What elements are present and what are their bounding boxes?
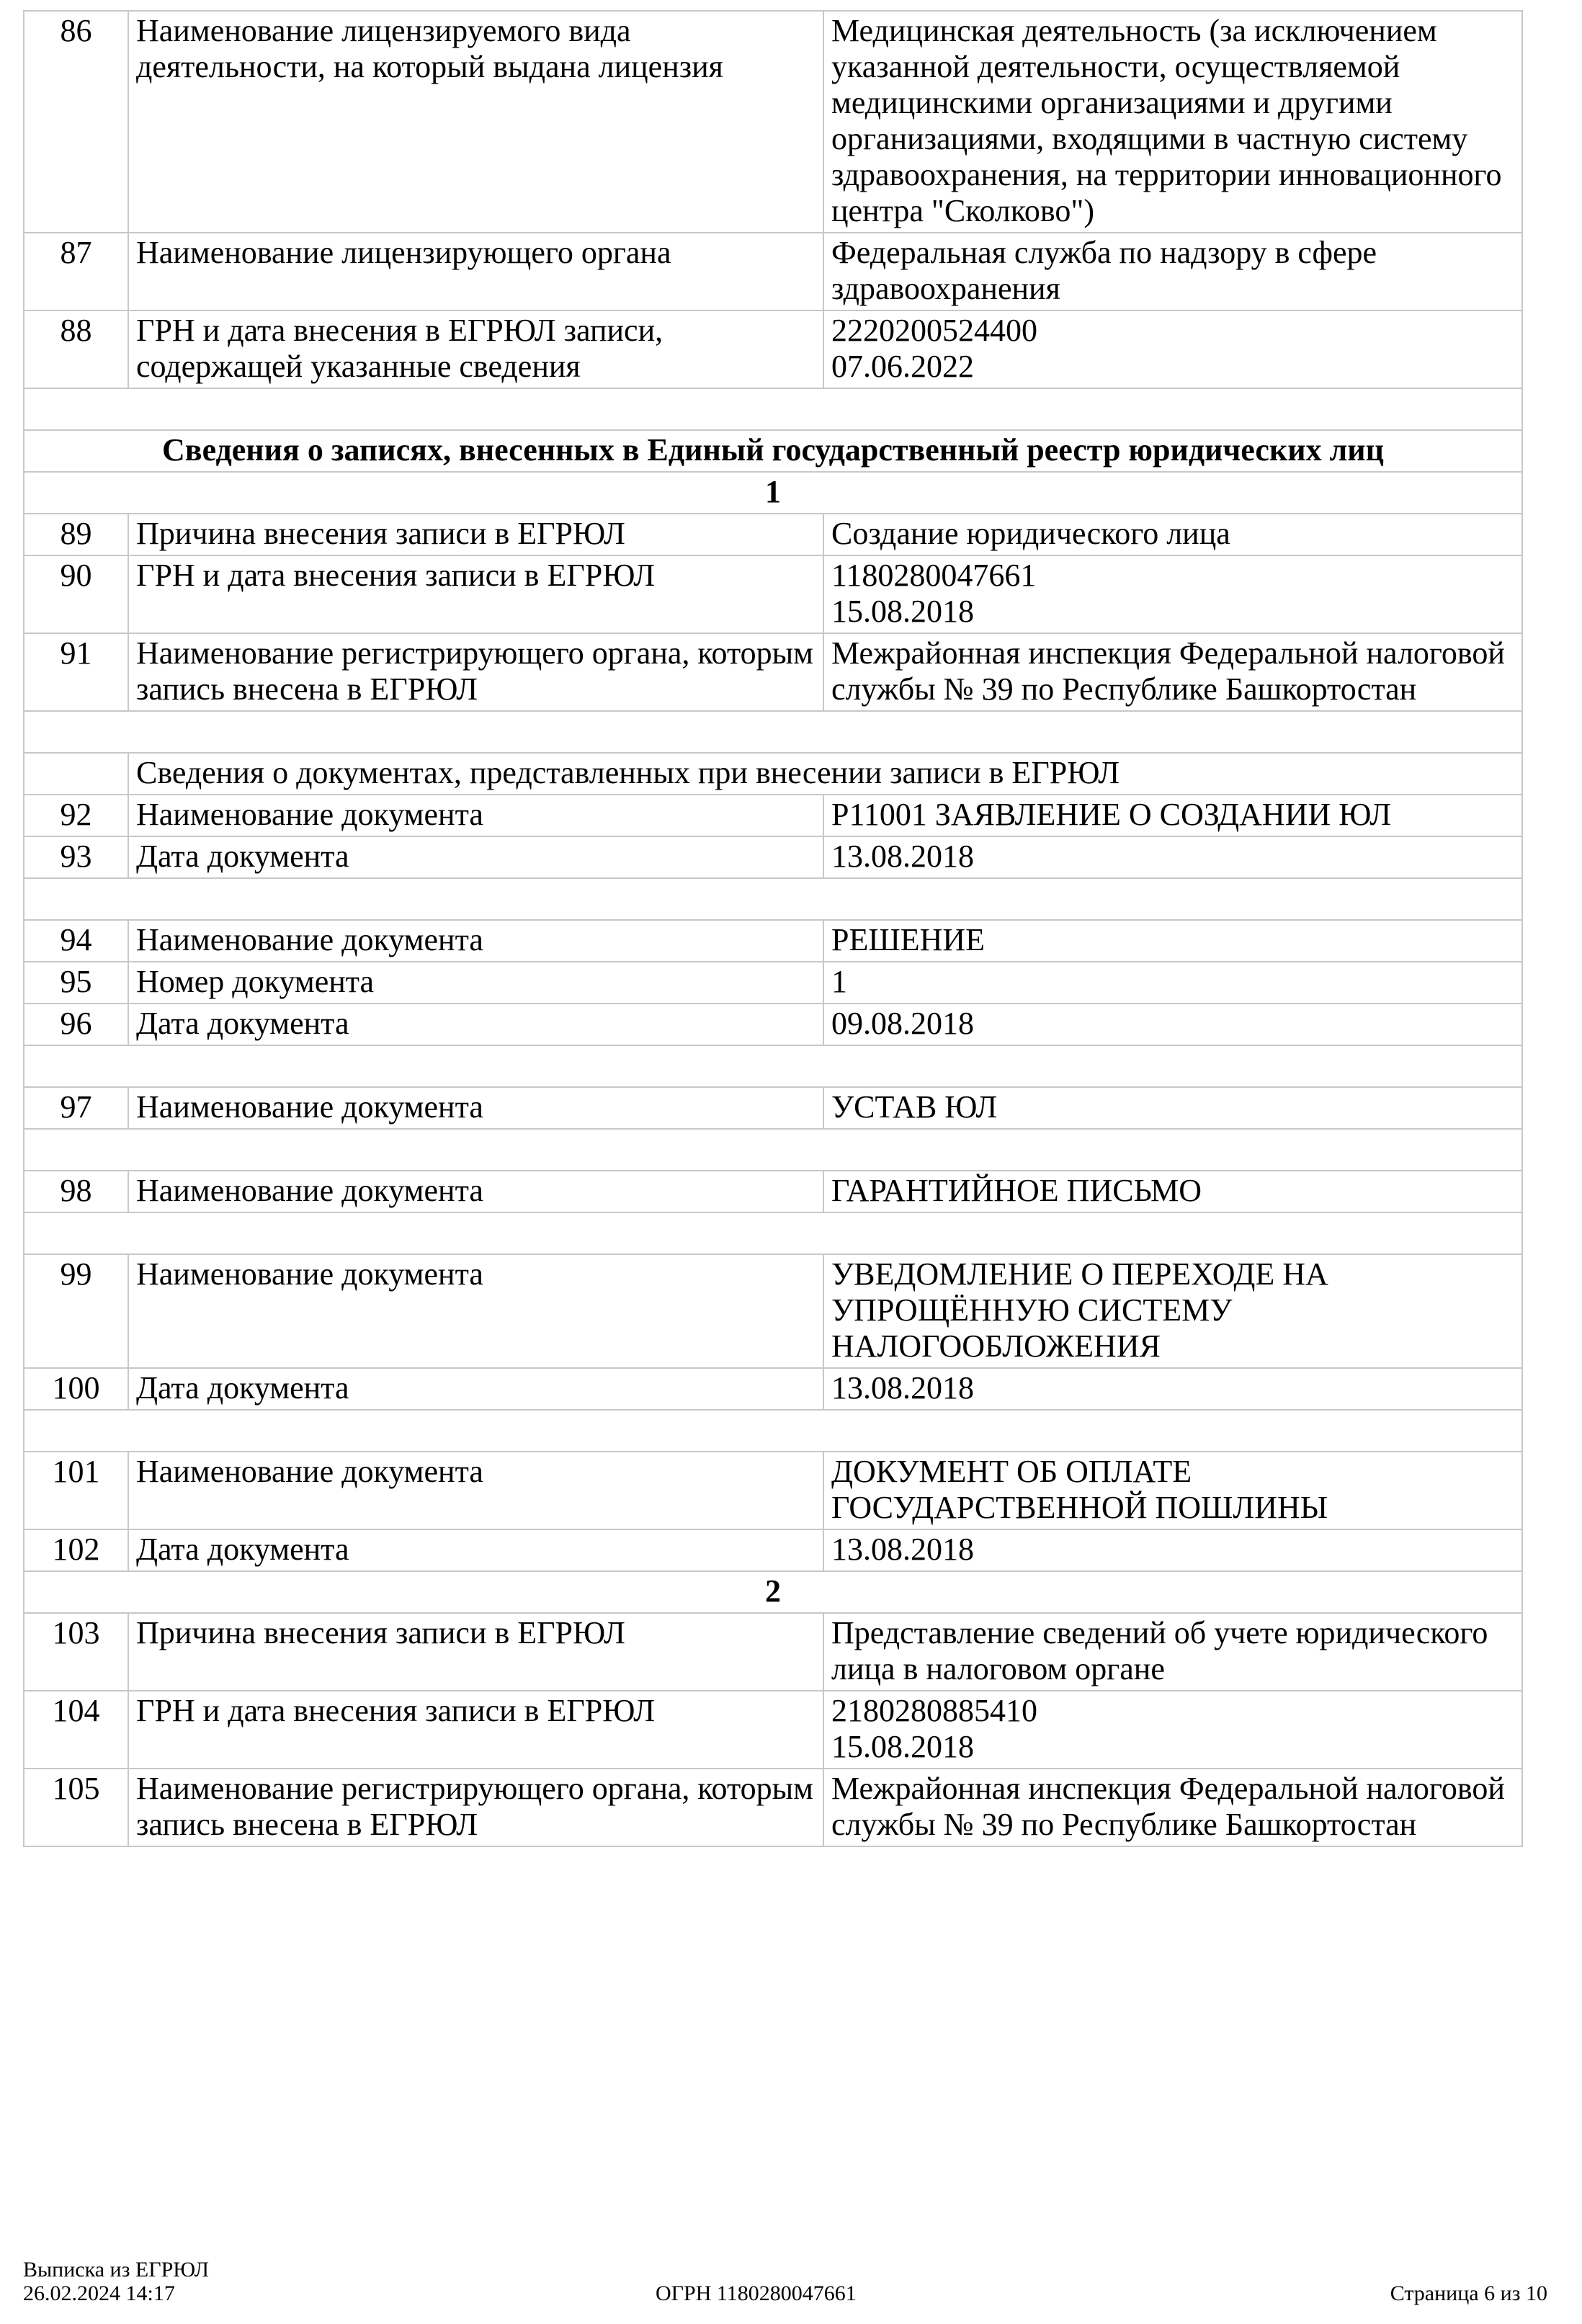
row-label: Наименование лицензируемого вида деятельности, на который выдана лицензия bbox=[128, 11, 823, 233]
row-label: Наименование документа bbox=[128, 795, 823, 836]
row-label: Наименование регистрирующего органа, которым запись внесена в ЕГРЮЛ bbox=[128, 633, 823, 711]
footer-datetime: 26.02.2024 14:17 bbox=[23, 2281, 175, 2305]
row-number: 86 bbox=[24, 11, 128, 233]
row-number: 90 bbox=[24, 555, 128, 633]
row-number: 89 bbox=[24, 514, 128, 555]
row-label: Наименование лицензирующего органа bbox=[128, 233, 823, 310]
row-value: Федеральная служба по надзору в сфере здравоохранения bbox=[823, 233, 1522, 310]
table-row bbox=[24, 962, 1522, 1004]
egrul-extract-table bbox=[23, 10, 1523, 1847]
table-row bbox=[24, 11, 1522, 233]
record-number: 2 bbox=[24, 1571, 1522, 1613]
row-label: Дата документа bbox=[128, 836, 823, 878]
spacer-row bbox=[24, 1212, 1522, 1254]
row-number: 98 bbox=[24, 1171, 128, 1212]
spacer-row bbox=[24, 388, 1522, 430]
section-title: Сведения о записях, внесенных в Единый государственный реестр юридических лиц bbox=[24, 430, 1522, 472]
subheading-row bbox=[24, 753, 1522, 795]
docs-subheading: Сведения о документах, представленных при внесении записи в ЕГРЮЛ bbox=[128, 753, 1522, 795]
row-label: Причина внесения записи в ЕГРЮЛ bbox=[128, 514, 823, 555]
spacer-row bbox=[24, 1129, 1522, 1171]
row-value: УВЕДОМЛЕНИЕ О ПЕРЕХОДЕ НА УПРОЩЁННУЮ СИСТЕМУ НАЛОГООБЛОЖЕНИЯ bbox=[823, 1254, 1522, 1368]
row-value: Представление сведений об учете юридического лица в налоговом органе bbox=[823, 1613, 1522, 1691]
table-row bbox=[24, 633, 1522, 711]
table-row bbox=[24, 555, 1522, 633]
row-value: 13.08.2018 bbox=[823, 836, 1522, 878]
row-label: Дата документа bbox=[128, 1529, 823, 1571]
row-value: Медицинская деятельность (за исключением указанной деятельности, осуществляемой медицинскими организациями и другими организациями, входящими в частную систему здравоохранения, на территории инновационного центра "Сколково") bbox=[823, 11, 1522, 233]
date-value: 07.06.2022 bbox=[831, 349, 974, 384]
date-value: 15.08.2018 bbox=[831, 594, 974, 629]
row-label: Наименование документа bbox=[128, 1171, 823, 1212]
footer-doc-name: Выписка из ЕГРЮЛ bbox=[23, 2258, 209, 2281]
row-number: 91 bbox=[24, 633, 128, 711]
row-value bbox=[823, 310, 1522, 388]
row-value: 09.08.2018 bbox=[823, 1004, 1522, 1045]
footer-left bbox=[23, 2258, 209, 2305]
row-label: Наименование документа bbox=[128, 920, 823, 962]
row-value: Создание юридического лица bbox=[823, 514, 1522, 555]
record-number: 1 bbox=[24, 472, 1522, 514]
row-number: 88 bbox=[24, 310, 128, 388]
row-number: 87 bbox=[24, 233, 128, 310]
table-row bbox=[24, 514, 1522, 555]
grn-value: 1180280047661 bbox=[831, 558, 1037, 593]
spacer-row bbox=[24, 1410, 1522, 1452]
record-number-row bbox=[24, 1571, 1522, 1613]
row-label: Наименование документа bbox=[128, 1452, 823, 1529]
row-label: Наименование регистрирующего органа, которым запись внесена в ЕГРЮЛ bbox=[128, 1769, 823, 1846]
section-heading-row bbox=[24, 430, 1522, 472]
row-value: УСТАВ ЮЛ bbox=[823, 1087, 1522, 1129]
footer-ogrn: ОГРН 1180280047661 bbox=[656, 2281, 857, 2305]
row-label: Наименование документа bbox=[128, 1087, 823, 1129]
row-number: 96 bbox=[24, 1004, 128, 1045]
grn-value: 2220200524400 bbox=[831, 313, 1037, 348]
row-number: 103 bbox=[24, 1613, 128, 1691]
row-label: ГРН и дата внесения записи в ЕГРЮЛ bbox=[128, 555, 823, 633]
row-value: ГАРАНТИЙНОЕ ПИСЬМО bbox=[823, 1171, 1522, 1212]
table-row bbox=[24, 795, 1522, 836]
row-label: Причина внесения записи в ЕГРЮЛ bbox=[128, 1613, 823, 1691]
row-number: 102 bbox=[24, 1529, 128, 1571]
row-value: ДОКУМЕНТ ОБ ОПЛАТЕ ГОСУДАРСТВЕННОЙ ПОШЛИНЫ bbox=[823, 1452, 1522, 1529]
row-number: 94 bbox=[24, 920, 128, 962]
row-number: 99 bbox=[24, 1254, 128, 1368]
spacer-row bbox=[24, 1045, 1522, 1087]
row-number: 105 bbox=[24, 1769, 128, 1846]
row-number: 101 bbox=[24, 1452, 128, 1529]
table-row bbox=[24, 1171, 1522, 1212]
grn-value: 2180280885410 bbox=[831, 1693, 1037, 1728]
record-number-row bbox=[24, 472, 1522, 514]
row-value bbox=[823, 1691, 1522, 1769]
row-number: 100 bbox=[24, 1368, 128, 1410]
row-value: Межрайонная инспекция Федеральной налоговой службы № 39 по Республике Башкортостан bbox=[823, 633, 1522, 711]
row-label: Номер документа bbox=[128, 962, 823, 1004]
row-label: Наименование документа bbox=[128, 1254, 823, 1368]
spacer-row bbox=[24, 711, 1522, 753]
table-row bbox=[24, 1691, 1522, 1769]
table-row bbox=[24, 1368, 1522, 1410]
row-value: 13.08.2018 bbox=[823, 1529, 1522, 1571]
row-label: Дата документа bbox=[128, 1368, 823, 1410]
row-value bbox=[823, 555, 1522, 633]
row-number: 93 bbox=[24, 836, 128, 878]
row-value: Р11001 ЗАЯВЛЕНИЕ О СОЗДАНИИ ЮЛ bbox=[823, 795, 1522, 836]
date-value: 15.08.2018 bbox=[831, 1729, 974, 1764]
table-row bbox=[24, 920, 1522, 962]
row-number: 97 bbox=[24, 1087, 128, 1129]
table-row bbox=[24, 1529, 1522, 1571]
table-row bbox=[24, 1613, 1522, 1691]
table-row bbox=[24, 1254, 1522, 1368]
table-row bbox=[24, 1004, 1522, 1045]
row-number: 104 bbox=[24, 1691, 128, 1769]
row-value: РЕШЕНИЕ bbox=[823, 920, 1522, 962]
table-row bbox=[24, 1452, 1522, 1529]
row-value: 1 bbox=[823, 962, 1522, 1004]
table-row bbox=[24, 836, 1522, 878]
row-label: ГРН и дата внесения записи в ЕГРЮЛ bbox=[128, 1691, 823, 1769]
row-value: 13.08.2018 bbox=[823, 1368, 1522, 1410]
table-row bbox=[24, 233, 1522, 310]
table-row bbox=[24, 1087, 1522, 1129]
table-row bbox=[24, 310, 1522, 388]
spacer-row bbox=[24, 878, 1522, 920]
row-number: 92 bbox=[24, 795, 128, 836]
row-label: Дата документа bbox=[128, 1004, 823, 1045]
row-label: ГРН и дата внесения в ЕГРЮЛ записи, содержащей указанные сведения bbox=[128, 310, 823, 388]
row-number: 95 bbox=[24, 962, 128, 1004]
footer-page-number: Страница 6 из 10 bbox=[1390, 2281, 1547, 2305]
table-row bbox=[24, 1769, 1522, 1846]
row-value: Межрайонная инспекция Федеральной налоговой службы № 39 по Республике Башкортостан bbox=[823, 1769, 1522, 1846]
